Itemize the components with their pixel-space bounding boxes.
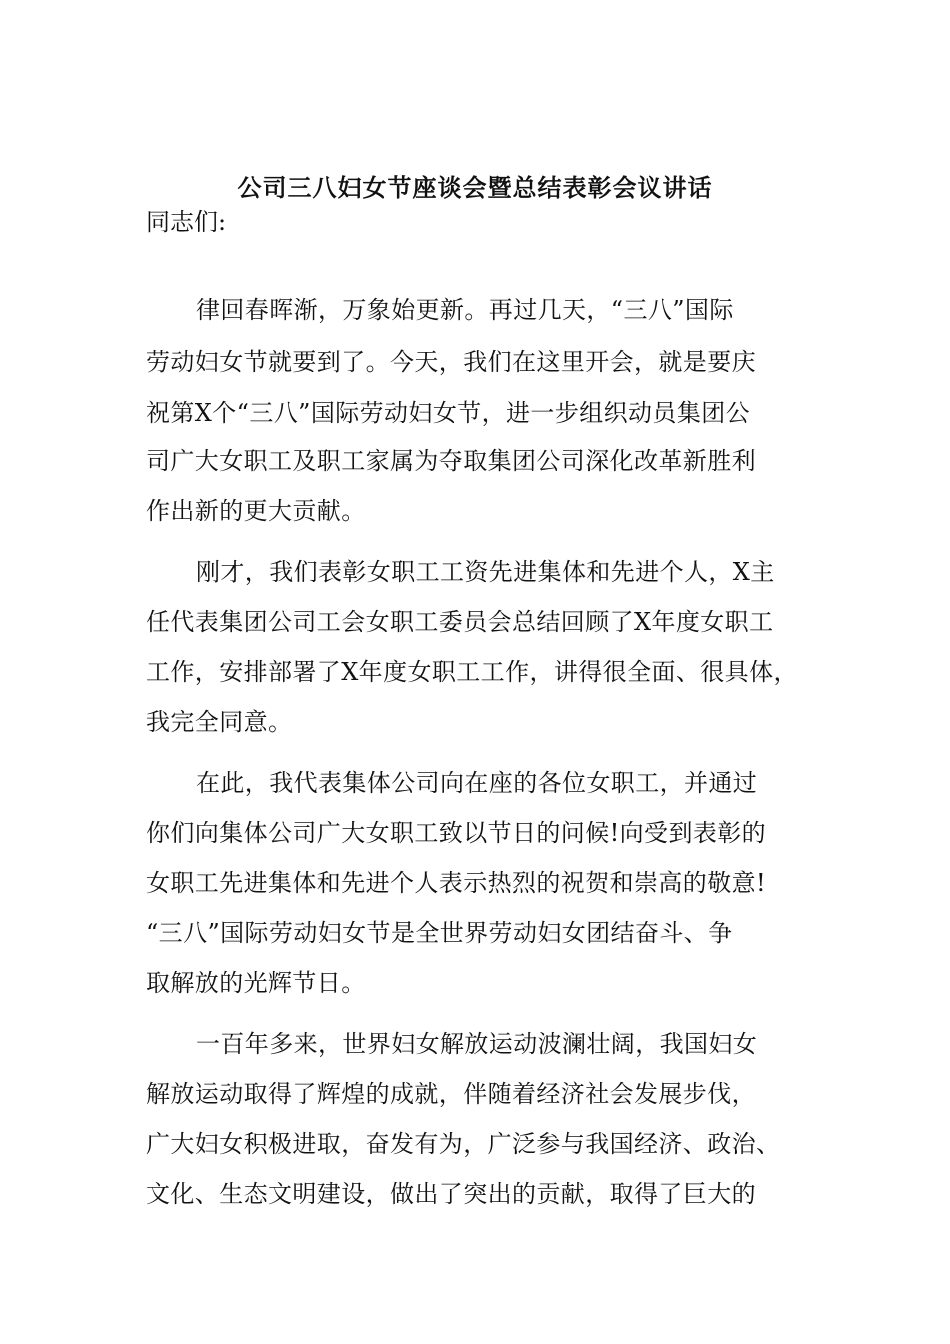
paragraph-1-line-5: 作出新的更大贡献。	[146, 497, 366, 525]
paragraph-1-line-1: 律回春晖渐，万象始更新。再过几天，“三八”国际	[196, 296, 734, 324]
paragraph-1-line-2: 劳动妇女节就要到了。今天，我们在这里开会，就是要庆	[146, 348, 756, 376]
paragraph-3-line-1: 在此，我代表集体公司向在座的各位女职工，并通过	[196, 769, 758, 797]
paragraph-2-line-1: 刚才，我们表彰女职工工资先进集体和先进个人，X主	[196, 558, 775, 586]
paragraph-3-line-5: 取解放的光辉节日。	[146, 969, 366, 997]
paragraph-4-line-4: 文化、生态文明建设，做出了突出的贡献，取得了巨大的	[146, 1180, 756, 1208]
paragraph-2-line-2: 任代表集团公司工会女职工委员会总结回顾了X年度女职工	[146, 608, 774, 636]
paragraph-3-line-4: “三八”国际劳动妇女节是全世界劳动妇女团结奋斗、争	[146, 919, 733, 947]
paragraph-2-line-4: 我完全同意。	[146, 708, 293, 736]
paragraph-4-line-3: 广大妇女积极进取，奋发有为，广泛参与我国经济、政治、	[146, 1130, 781, 1158]
paragraph-3-line-3: 女职工先进集体和先进个人表示热烈的祝贺和崇高的敬意!	[146, 869, 767, 897]
paragraph-4-line-1: 一百年多来，世界妇女解放运动波澜壮阔，我国妇女	[196, 1030, 758, 1058]
salutation: 同志们:	[146, 208, 227, 236]
document-title: 公司三八妇女节座谈会暨总结表彰会议讲话	[237, 173, 713, 202]
paragraph-2-line-3: 工作，安排部署了X年度女职工工作，讲得很全面、很具体，	[146, 658, 798, 686]
paragraph-1-line-4: 司广大女职工及职工家属为夺取集团公司深化改革新胜利	[146, 447, 756, 475]
paragraph-1-line-3: 祝第X个“三八”国际劳动妇女节，进一步组织动员集团公	[146, 399, 751, 427]
paragraph-3-line-2: 你们向集体公司广大女职工致以节日的问候!向受到表彰的	[146, 819, 767, 847]
paragraph-4-line-2: 解放运动取得了辉煌的成就，伴随着经济社会发展步伐，	[146, 1080, 756, 1108]
